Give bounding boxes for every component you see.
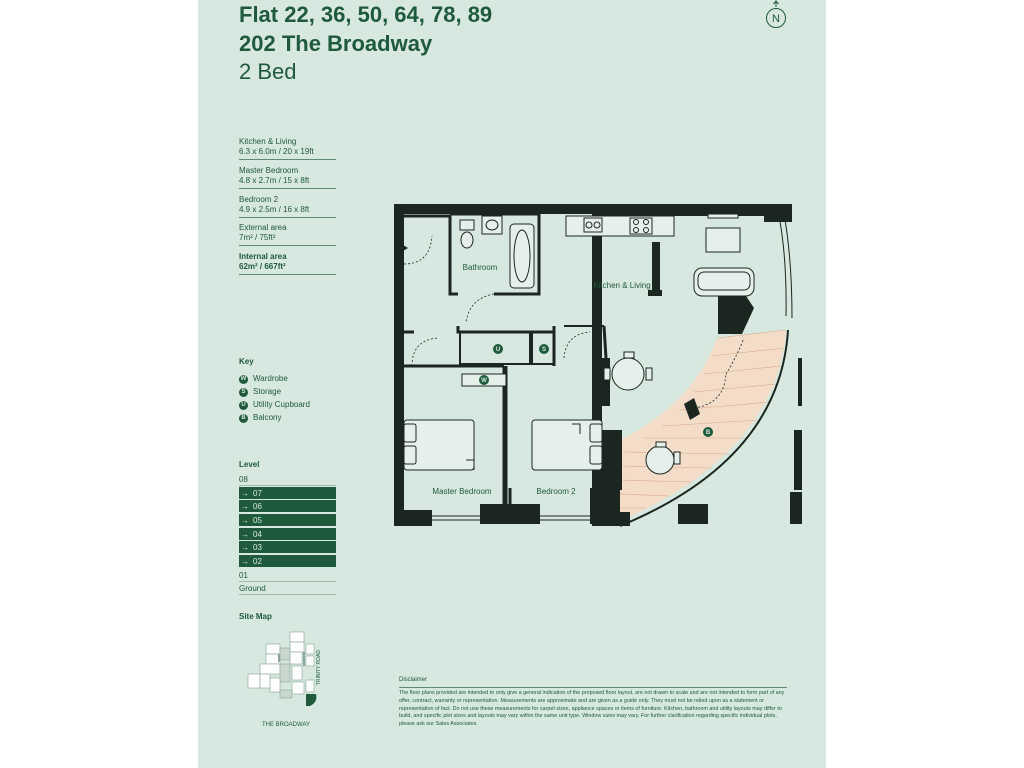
room-label-bathroom: Bathroom [462,263,498,272]
wardrobe-marker-icon: W [240,376,247,382]
balcony-marker-icon: B [239,414,248,423]
arrow-right-icon: → [241,502,249,511]
arrow-right-icon: → [241,557,249,566]
key-item-utility: U Utility Cupboard [239,400,310,410]
room-label-master: Master Bedroom [432,487,492,496]
level-row-04: → 04 [239,528,336,541]
marker-storage: S [541,347,547,353]
north-compass-icon [765,0,787,34]
disclaimer-divider [399,687,787,688]
sitemap-heading: Site Map [239,612,272,621]
disclaimer-text: The floor plans provided are intended to only give a general indication of the proposed floor layout, are not drawn to scale and are not intended to form part of any offer, contract, warranty or representation. Measurements are approximate and are given as a guide only. They must not be relied upon as a statement or representation of fact. Do not use these measurements for carpet sizes, appliance spaces or items of furniture. Kitchen, bathroom and utility layouts may differ to build, and specific plot sizes and layouts may vary within the same unit type. Window sizes may vary. For further clarification regarding specific individual plots, please ask our Sales Associates. [399,690,785,728]
level-heading: Level [239,460,260,469]
spec-internal-area: Internal area 62m² / 667ft² [239,252,336,275]
key-item-balcony: B Balcony [239,413,281,423]
level-row-05: → 05 [239,514,336,527]
arrow-right-icon: → [241,489,249,498]
page-title [239,0,492,58]
title-flats: Flat 22, 36, 50, 64, 78, 89 [239,2,493,27]
arrow-right-icon: → [241,543,249,552]
spec-bedroom-2: Bedroom 2 4.9 x 2.5m / 16 x 8ft [239,195,336,218]
disclaimer-heading: Disclaimer [399,677,428,683]
marker-utility: U [495,347,501,353]
utility-marker-icon: U [239,401,248,410]
spec-kitchen-living: Kitchen & Living 6.3 x 6.0m / 20 x 19ft [239,137,336,160]
marker-balcony: B [705,430,711,436]
level-row-06: → 06 [239,500,336,513]
spec-master-bedroom: Master Bedroom 4.8 x 2.7m / 15 x 8ft [239,166,336,189]
key-item-storage: S Storage [239,387,281,397]
floorplan-sheet [198,0,826,768]
arrow-right-icon: → [241,530,249,539]
key-item-wardrobe: W Wardrobe [240,374,288,383]
level-row-ground: Ground [239,582,336,595]
room-label-bedroom-2: Bedroom 2 [536,487,576,496]
north-letter: N [772,13,780,25]
spec-external-area: External area 7m² / 75ft² [239,223,336,246]
marker-wardrobe: W [481,378,487,384]
title-address: 202 The Broadway [239,31,433,56]
key-heading: Key [239,357,254,366]
storage-marker-icon: S [239,388,248,397]
room-label-kitchen: Kitchen & Living [593,281,651,290]
arrow-right-icon: → [241,516,249,525]
level-row-08: 08 [239,473,336,486]
unit-type: 2 Bed [239,59,297,84]
level-row-01: 01 [239,569,336,582]
street-label: THE BROADWAY [262,722,311,728]
level-row-02: → 02 [239,555,336,568]
site-map-graphic [240,630,344,730]
level-row-03: → 03 [239,541,336,554]
road-label: TRINITY ROAD [316,650,322,686]
balcony-decking [620,330,788,526]
level-row-07: → 07 [239,487,336,500]
floor-plan [394,198,802,533]
